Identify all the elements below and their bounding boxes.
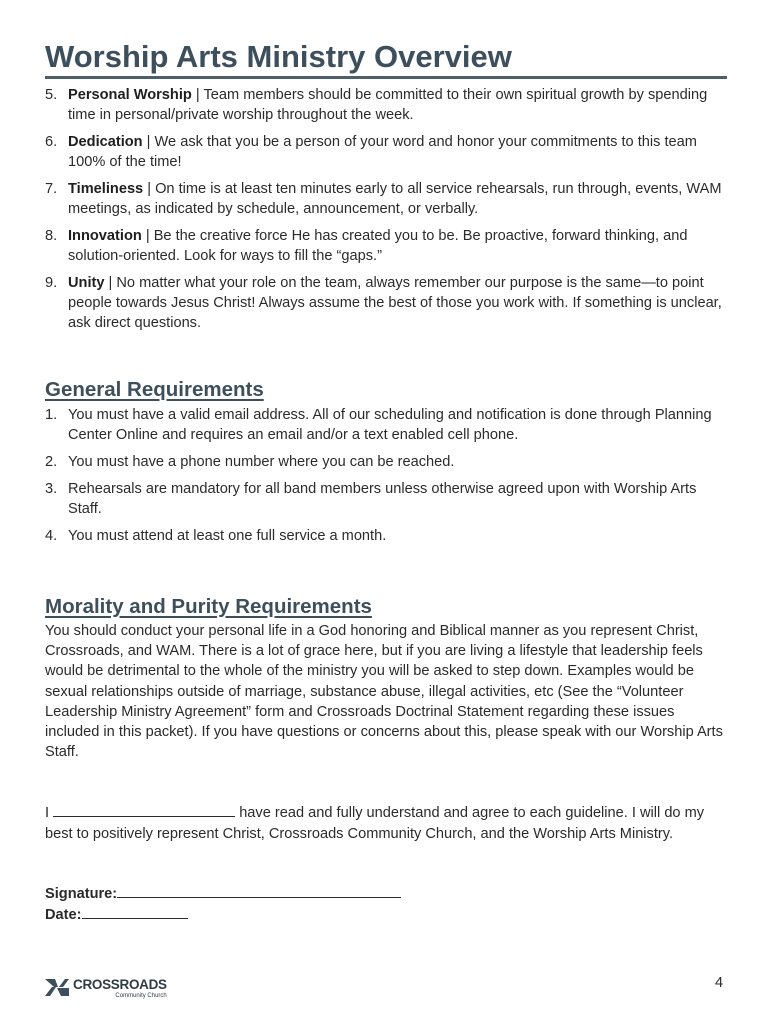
list-item bbox=[45, 226, 727, 266]
page-title: Worship Arts Ministry Overview bbox=[45, 38, 727, 79]
item-number: 2. bbox=[45, 454, 58, 470]
item-term: Timeliness bbox=[68, 181, 144, 197]
name-blank-line[interactable] bbox=[53, 802, 235, 817]
item-separator: | bbox=[143, 181, 156, 197]
list-item bbox=[45, 179, 727, 219]
item-number: 7. bbox=[45, 181, 58, 197]
item-number: 1. bbox=[45, 407, 58, 423]
item-separator: | bbox=[141, 228, 154, 244]
agreement-prefix: I bbox=[45, 805, 50, 822]
signature-label: Signature: bbox=[45, 885, 118, 902]
list-item bbox=[45, 452, 727, 472]
list-item bbox=[45, 479, 727, 519]
list-item bbox=[45, 132, 727, 172]
list-item bbox=[45, 273, 727, 333]
item-number: 5. bbox=[45, 87, 58, 103]
morality-requirements-heading: Morality and Purity Requirements bbox=[45, 595, 372, 618]
list-item bbox=[45, 405, 727, 445]
item-text: You must have a phone number where you can be reached. bbox=[68, 454, 455, 470]
general-requirements-list bbox=[45, 405, 727, 546]
logo-sub-text: Community Church bbox=[115, 992, 167, 999]
list-item bbox=[45, 85, 727, 125]
item-text: Rehearsals are mandatory for all band members unless otherwise agreed upon with Worship Arts Staff. bbox=[68, 481, 697, 517]
crossroads-logo bbox=[45, 978, 167, 999]
item-number: 3. bbox=[45, 481, 58, 497]
signature-block bbox=[45, 883, 727, 925]
general-requirements-heading: General Requirements bbox=[45, 378, 264, 401]
item-term: Dedication bbox=[68, 134, 143, 150]
document-page bbox=[45, 38, 727, 925]
item-number: 4. bbox=[45, 528, 58, 544]
item-text: You must have a valid email address. All of our scheduling and notification is done through Planning Center Online and requires an email and/or a text enabled cell phone. bbox=[68, 407, 712, 443]
item-separator: | bbox=[142, 134, 155, 150]
item-number: 8. bbox=[45, 228, 58, 244]
logo-wordmark bbox=[73, 978, 167, 999]
signature-line[interactable] bbox=[117, 883, 401, 898]
date-label: Date: bbox=[45, 906, 82, 923]
morality-paragraph: You should conduct your personal life in a God honoring and Biblical manner as you represent Christ, Crossroads, and WAM. There is a lot of grace here, but if you are living a lifestyle that leadership feels would be detrimental to the whole of the ministry you will be asked to step down. Examples would be sexual relationships outside of marriage, substance abuse, illegal activities, etc (See the “Volunteer Leadership Ministry Agreement” form and Crossroads Doctrinal Statement regarding these issues included in this packet). If you have questions or concerns about this, please speak with our Worship Arts Staff. bbox=[45, 623, 723, 761]
item-separator: | bbox=[191, 87, 204, 103]
item-text: Be the creative force He has created you to be. Be proactive, forward thinking, and solution-oriented. Look for ways to fill the “gaps.” bbox=[68, 228, 688, 264]
item-separator: | bbox=[104, 275, 117, 291]
date-line[interactable] bbox=[82, 904, 188, 919]
item-text: We ask that you be a person of your word and honor your commitments to this team 100% of the time! bbox=[68, 134, 697, 170]
item-term: Personal Worship bbox=[68, 87, 192, 103]
list-item bbox=[45, 526, 727, 546]
item-text: Team members should be committed to their own spiritual growth by spending time in personal/private worship throughout the week. bbox=[68, 87, 708, 123]
signature-row bbox=[45, 883, 727, 904]
overview-list bbox=[45, 85, 727, 333]
item-number: 9. bbox=[45, 275, 58, 291]
crossroads-mark-icon bbox=[45, 978, 69, 997]
item-term: Unity bbox=[68, 275, 105, 291]
item-text: On time is at least ten minutes early to all service rehearsals, run through, events, WAM meetings, as indicated by schedule, announcement, or verbally. bbox=[68, 181, 722, 217]
page-number: 4 bbox=[715, 975, 724, 991]
agreement-text: have read and fully understand and agree to each guideline. I will do my best to positively represent Christ, Crossroads Community Church, and the Worship Arts Ministry. bbox=[45, 805, 705, 842]
item-term: Innovation bbox=[68, 228, 142, 244]
date-row bbox=[45, 904, 727, 925]
item-text: No matter what your role on the team, always remember our purpose is the same—to point people towards Jesus Christ! Always assume the best of those you work with. If something is unclear, ask direct questions. bbox=[68, 275, 722, 331]
item-number: 6. bbox=[45, 134, 58, 150]
item-text: You must attend at least one full service a month. bbox=[68, 528, 387, 544]
logo-main-text: CROSSROADS bbox=[73, 977, 167, 992]
agreement-paragraph bbox=[45, 802, 727, 843]
